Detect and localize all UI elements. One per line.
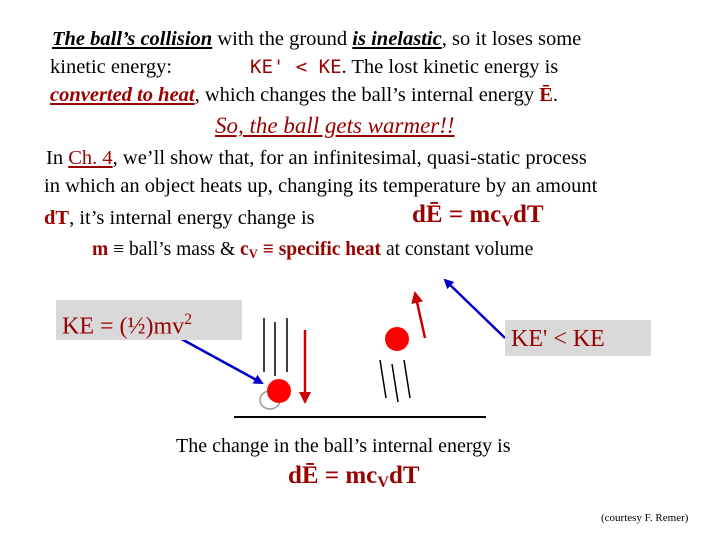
internal-energy-symbol: Ē bbox=[539, 84, 553, 106]
credit-text: (courtesy F. Remer) bbox=[601, 512, 689, 524]
warmer-emphasis: So, the ball gets warmer!! bbox=[215, 113, 455, 138]
formula-main: dĒ = mc bbox=[412, 201, 502, 228]
falling-ball bbox=[267, 379, 291, 403]
m-symbol: m bbox=[92, 239, 109, 260]
mass-def: ≡ ball’s mass & bbox=[108, 239, 241, 260]
motion-line bbox=[380, 360, 386, 398]
in-text: In bbox=[46, 147, 69, 169]
caption-formula-end: dT bbox=[389, 462, 420, 489]
loses-some-text: , so it loses some bbox=[441, 28, 582, 50]
chapter-link[interactable]: Ch. 4 bbox=[68, 147, 113, 169]
formula-sub: V bbox=[501, 212, 513, 231]
ke-before-sup: 2 bbox=[184, 311, 192, 328]
energy-change-text: , it’s internal energy change is bbox=[69, 207, 315, 229]
ball-collision-text: The ball’s collision bbox=[52, 28, 213, 50]
converted-to-heat-text: converted to heat bbox=[50, 84, 195, 106]
ground-text: with the ground bbox=[212, 28, 353, 50]
motion-line bbox=[404, 360, 410, 398]
ke-before-main: KE = (½)mv bbox=[62, 313, 185, 340]
we-show-text: , we’ll show that, for an infinitesimal, quasi-static process bbox=[112, 147, 587, 169]
dt-symbol: dT bbox=[44, 207, 70, 229]
kinetic-energy-text: kinetic energy: bbox=[50, 56, 173, 78]
formula-end: dT bbox=[513, 201, 544, 228]
caption-formula-main: dĒ = mc bbox=[288, 462, 378, 489]
cv-symbol: c bbox=[240, 239, 249, 260]
caption-text: The change in the ball’s internal energy is bbox=[176, 435, 511, 457]
constant-volume-text: at constant volume bbox=[381, 239, 534, 260]
bouncing-ball bbox=[385, 327, 409, 351]
velocity-up-arrow bbox=[415, 293, 425, 338]
cv-sub: V bbox=[248, 247, 258, 262]
ke-before-label bbox=[56, 300, 242, 340]
ke-inequality: KE' < KE bbox=[250, 56, 342, 78]
para2-line2: in which an object heats up, changing its temperature by an amount bbox=[44, 175, 598, 197]
caption-formula bbox=[288, 461, 420, 497]
caption-formula-sub: V bbox=[377, 473, 389, 492]
ke-before-pointer-arrow bbox=[176, 336, 262, 383]
ke-after-pointer-arrow bbox=[445, 280, 505, 338]
period: . bbox=[552, 84, 559, 106]
internal-energy-text: , which changes the ball’s internal energy bbox=[194, 84, 540, 106]
ke-after-label: KE' < KE bbox=[505, 320, 651, 356]
motion-line bbox=[392, 364, 398, 402]
is-inelastic-text: is inelastic bbox=[352, 28, 442, 50]
lost-ke-text: . The lost kinetic energy is bbox=[341, 56, 559, 78]
specific-heat-text: ≡ specific heat bbox=[257, 239, 382, 260]
